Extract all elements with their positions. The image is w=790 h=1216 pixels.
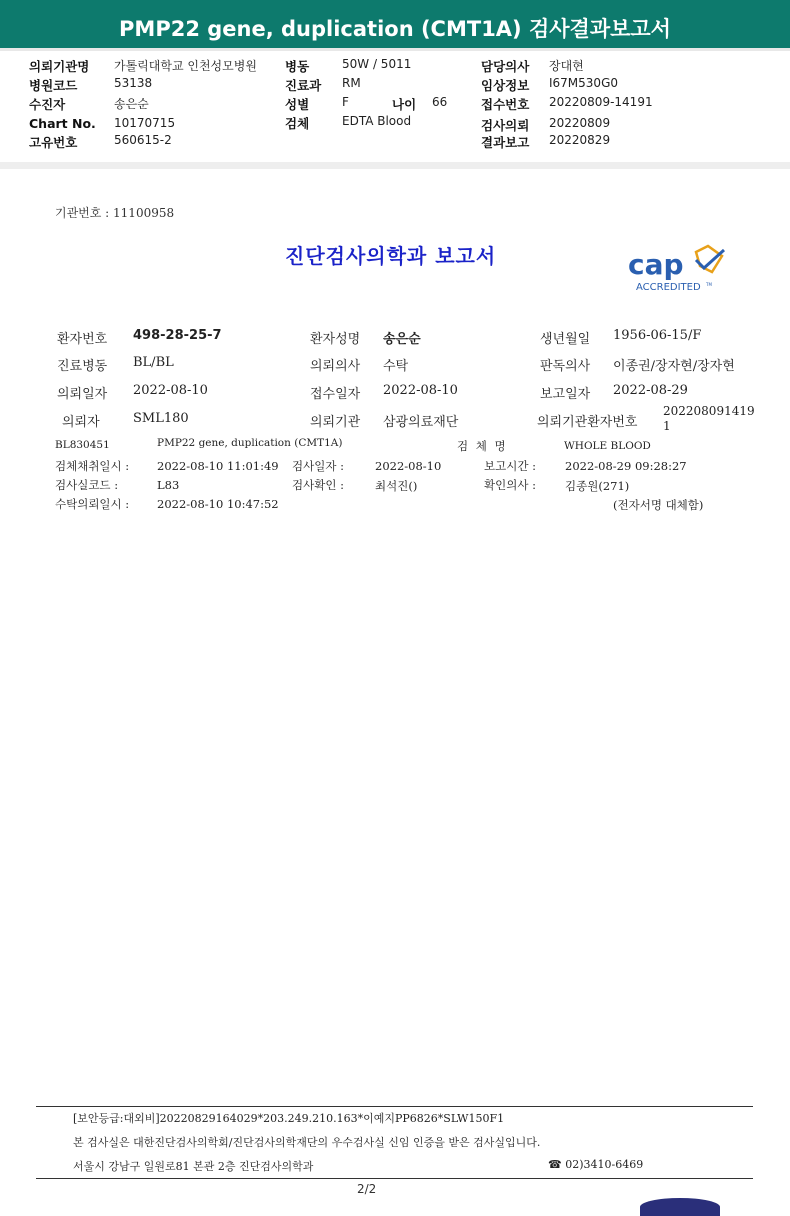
result-report-value: 20220829 [549, 133, 611, 147]
e-signature-note: (전자서명 대체함) [613, 498, 704, 512]
clinical-info-label: 임상정보 [481, 78, 530, 93]
test-request-label: 검사의뢰 [481, 118, 530, 133]
attending-doctor-value: 장대현 [549, 59, 584, 73]
patient-label: 수진자 [29, 97, 66, 112]
patient-value: 송은순 [114, 97, 149, 111]
report-time-label: 보고시간 : [484, 459, 536, 473]
hospital-code-label: 병원코드 [29, 78, 78, 93]
clinical-info-value: I67M530G0 [549, 76, 618, 90]
test-request-value: 20220809 [549, 116, 611, 130]
age-value: 66 [432, 95, 448, 109]
request-date-value: 2022-08-10 [133, 383, 208, 398]
specimen-name-value: WHOLE BLOOD [564, 440, 651, 452]
org-patient-number-value-line2: 1 [663, 419, 671, 433]
test-date-value: 2022-08-10 [375, 459, 442, 473]
patient-name-label: 환자성명 [310, 332, 361, 347]
confirming-doctor-label: 확인의사 : [484, 478, 536, 492]
patient-name-value: 송은순 [383, 332, 421, 347]
test-name: PMP22 gene, duplication (CMT1A) [157, 437, 343, 449]
cap-logo-tm: TM [706, 282, 712, 287]
page-number: 2/2 [357, 1182, 377, 1196]
requesting-institution-value: 가톨릭대학교 인천성모병원 [114, 59, 257, 73]
unique-id-value: 560615-2 [114, 133, 172, 147]
confirming-doctor-value: 김종원(271) [565, 479, 630, 493]
lab-code-label: 검사실코드 : [55, 478, 119, 492]
birth-date-value: 1956-06-15/F [613, 328, 702, 343]
sex-value: F [342, 95, 349, 109]
request-date-label: 의뢰일자 [57, 387, 108, 402]
test-date-label: 검사일자 : [292, 459, 344, 473]
sex-label: 성별 [285, 97, 310, 112]
test-code: BL830451 [55, 439, 110, 451]
requesting-institution-label: 의뢰기관명 [29, 59, 90, 74]
requesting-org-label: 의뢰기관 [310, 415, 361, 430]
requesting-org-value: 삼광의료재단 [383, 415, 459, 430]
receipt-date-label: 접수일자 [310, 387, 361, 402]
report-date-label: 보고일자 [540, 387, 591, 402]
reading-doctor-value: 이종권/장자현/장자현 [613, 359, 735, 374]
clinic-ward-value: BL/BL [133, 355, 174, 370]
age-label: 나이 [392, 97, 417, 112]
requester-value: SML180 [133, 411, 189, 426]
ward-value: 50W / 5011 [342, 57, 412, 71]
footer-top-rule [36, 1106, 753, 1107]
patient-number-label: 환자번호 [57, 332, 108, 347]
lab-phone: ☎ 02)3410-6469 [548, 1158, 644, 1171]
report-date-value: 2022-08-29 [613, 383, 688, 398]
consignment-time-label: 수탁의뢰일시 : [55, 497, 130, 511]
test-confirm-value: 최석진() [375, 479, 418, 493]
security-classification: [보안등급:대외비]20220829164029*203.249.210.163*이예지PP6826*SLW150F1 [73, 1112, 505, 1125]
report-time-value: 2022-08-29 09:28:27 [565, 459, 687, 473]
report-title: PMP22 gene, duplication (CMT1A) 검사결과보고서 [119, 17, 671, 41]
department-value: RM [342, 76, 361, 90]
reading-doctor-label: 판독의사 [540, 359, 591, 374]
specimen-type-label: 검체 [285, 116, 310, 131]
footer-bottom-rule [36, 1178, 753, 1179]
document-title: 진단검사의학과 보고서 [285, 244, 497, 268]
requester-label: 의뢰자 [62, 415, 100, 430]
org-patient-number-label: 의뢰기관환자번호 [537, 415, 638, 430]
collection-time-label: 검체채취일시 : [55, 459, 130, 473]
patient-number-value: 498-28-25-7 [133, 328, 222, 343]
collection-time-value: 2022-08-10 11:01:49 [157, 459, 279, 473]
department-label: 진료과 [285, 78, 322, 93]
hospital-code-value: 53138 [114, 76, 153, 90]
unique-id-label: 고유번호 [29, 135, 78, 150]
receipt-date-value: 2022-08-10 [383, 383, 458, 398]
institution-number: 기관번호 : 11100958 [55, 206, 175, 220]
certification-note: 본 검사실은 대한진단검사의학회/진단검사의학재단의 우수검사실 신임 인증을 받은 검사실입니다. [73, 1136, 541, 1149]
header-divider [0, 162, 790, 169]
report-title-bar [0, 0, 790, 51]
cap-logo-subtext: ACCREDITED [636, 282, 701, 293]
attending-doctor-label: 담당의사 [481, 59, 530, 74]
test-confirm-label: 검사확인 : [292, 478, 344, 492]
cap-accredited-logo [626, 244, 730, 294]
cap-logo-text: cap [628, 248, 684, 281]
chart-no-value: 10170715 [114, 116, 176, 130]
birth-date-label: 생년월일 [540, 332, 591, 347]
lab-address: 서울시 강남구 일원로81 본관 2층 진단검사의학과 [73, 1160, 314, 1173]
result-report-label: 결과보고 [481, 135, 530, 150]
org-patient-number-value-line1: 202208091419 [663, 404, 755, 418]
requesting-doctor-label: 의뢰의사 [310, 359, 361, 374]
receipt-no-value: 20220809-14191 [549, 95, 653, 109]
requesting-doctor-value: 수탁 [383, 359, 409, 374]
specimen-type-value: EDTA Blood [342, 114, 412, 128]
receipt-no-label: 접수번호 [481, 97, 530, 112]
consignment-time-value: 2022-08-10 10:47:52 [157, 497, 279, 511]
lab-code-value: L83 [157, 478, 180, 492]
page-corner-mark [640, 1198, 720, 1216]
clinic-ward-label: 진료병동 [57, 359, 108, 374]
ward-label: 병동 [285, 59, 310, 74]
specimen-name-label: 검 체 명 [457, 439, 508, 453]
chart-no-label: Chart No. [29, 116, 96, 131]
